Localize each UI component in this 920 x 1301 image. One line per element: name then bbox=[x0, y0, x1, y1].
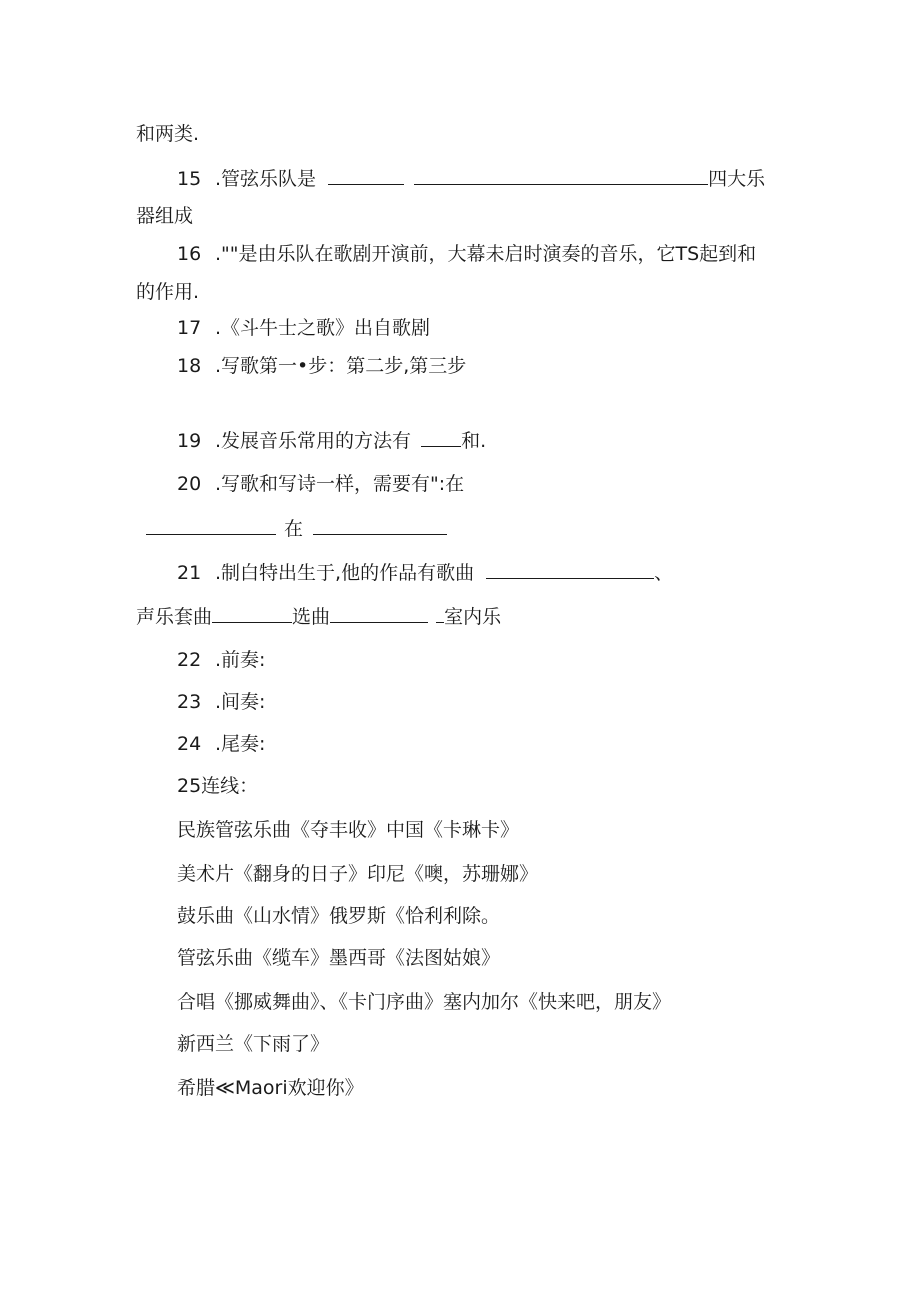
answer-blank[interactable] bbox=[436, 604, 444, 623]
question-15: 15 .管弦乐队是 四大乐 bbox=[177, 168, 766, 190]
question-18: 18 .写歌第一•步：第二步,第三步 bbox=[177, 355, 467, 377]
answer-blank[interactable] bbox=[330, 604, 428, 623]
question-number: 15 bbox=[177, 168, 202, 190]
question-22: 22 .前奏: bbox=[177, 649, 266, 671]
answer-blank[interactable] bbox=[146, 516, 276, 535]
answer-blank[interactable] bbox=[328, 166, 404, 185]
question-number: 23 bbox=[177, 691, 202, 713]
matching-item: 民族管弦乐曲《夺丰收》中国《卡琳卡》 bbox=[177, 819, 520, 841]
question-number: 18 bbox=[177, 355, 202, 377]
answer-blank[interactable] bbox=[313, 516, 447, 535]
question-number: 16 bbox=[177, 243, 202, 265]
question-25: 25连线： bbox=[177, 775, 259, 797]
matching-item: 美术片《翻身的日子》印尼《噢，苏珊娜》 bbox=[177, 863, 539, 885]
question-number: 21 bbox=[177, 562, 202, 584]
answer-blank[interactable] bbox=[212, 604, 292, 623]
text-line: 和两类. bbox=[136, 123, 200, 145]
text-line: 的作用. bbox=[136, 281, 200, 303]
matching-item: 新西兰《下雨了》 bbox=[177, 1033, 330, 1055]
question-number: 20 bbox=[177, 473, 202, 495]
answer-blank[interactable] bbox=[421, 428, 461, 447]
question-21: 21 .制白特出生于,他的作品有歌曲 、 bbox=[177, 562, 674, 584]
question-24: 24 .尾奏: bbox=[177, 733, 266, 755]
question-21-continued: 声乐套曲 选曲 室内乐 bbox=[136, 606, 502, 628]
question-number: 17 bbox=[177, 317, 202, 339]
question-20: 20 .写歌和写诗一样，需要有":在 bbox=[177, 473, 465, 495]
question-number: 22 bbox=[177, 649, 202, 671]
question-17: 17 .《斗牛士之歌》出自歌剧 bbox=[177, 317, 431, 339]
question-number: 24 bbox=[177, 733, 202, 755]
question-20-continued: 在 bbox=[146, 516, 447, 541]
question-number: 19 bbox=[177, 430, 202, 452]
answer-blank[interactable] bbox=[414, 166, 708, 185]
question-23: 23 .间奏: bbox=[177, 691, 266, 713]
question-19: 19 .发展音乐常用的方法有 和. bbox=[177, 430, 487, 452]
matching-item: 希腊≪Maori欢迎你》 bbox=[177, 1077, 364, 1099]
matching-item: 鼓乐曲《山水情》俄罗斯《恰利利除。 bbox=[177, 905, 501, 927]
answer-blank[interactable] bbox=[486, 560, 654, 579]
matching-item: 合唱《挪威舞曲》、《卡门序曲》塞内加尔《快来吧，朋友》 bbox=[177, 991, 672, 1013]
question-16: 16 .""是由乐队在歌剧开演前，大幕未启时演奏的音乐，它TS起到和 bbox=[177, 243, 757, 265]
matching-item: 管弦乐曲《缆车》墨西哥《法图姑娘》 bbox=[177, 947, 501, 969]
text-line: 器组成 bbox=[136, 205, 194, 227]
